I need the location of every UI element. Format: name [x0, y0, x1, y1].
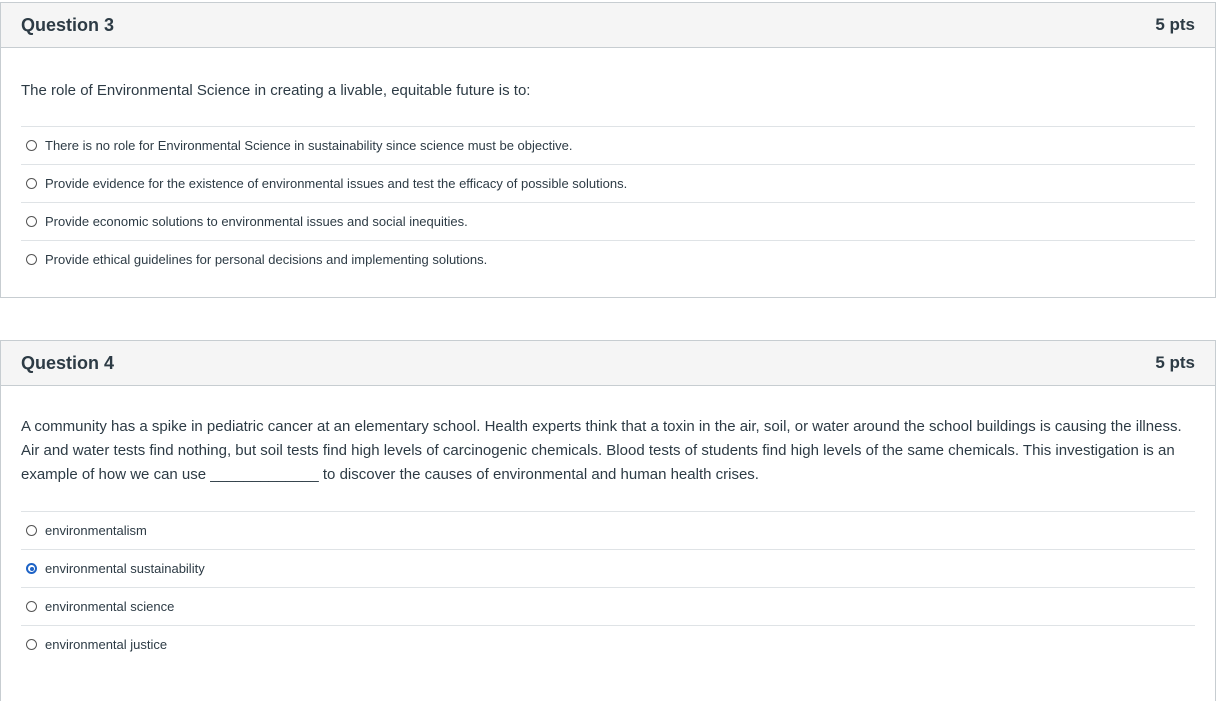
answer-label: environmentalism — [45, 523, 147, 538]
radio-button[interactable] — [26, 639, 37, 650]
radio-button[interactable] — [26, 254, 37, 265]
question-title: Question 4 — [21, 352, 115, 373]
question-points: 5 pts — [1155, 353, 1195, 372]
answer-label: environmental justice — [45, 637, 168, 652]
answer-option[interactable] — [21, 164, 1195, 202]
radio-button[interactable] — [26, 601, 37, 612]
radio-button[interactable] — [26, 178, 37, 189]
radio-button[interactable] — [26, 525, 37, 536]
question-header — [1, 341, 1215, 386]
answer-option[interactable] — [21, 549, 1195, 587]
radio-button[interactable] — [26, 140, 37, 151]
answer-label: Provide evidence for the existence of environmental issues and test the efficacy of possible solutions. — [45, 176, 628, 191]
question-title: Question 3 — [21, 14, 115, 35]
answer-option[interactable] — [21, 202, 1195, 240]
answer-label: Provide ethical guidelines for personal decisions and implementing solutions. — [45, 252, 488, 267]
answer-option[interactable] — [21, 625, 1195, 663]
question-header — [1, 3, 1215, 48]
answer-option[interactable] — [21, 511, 1195, 549]
answer-list — [21, 126, 1195, 278]
question-4-card — [0, 340, 1216, 701]
answer-list — [21, 511, 1195, 663]
answer-option[interactable] — [21, 587, 1195, 625]
question-points: 5 pts — [1155, 15, 1195, 34]
answer-option[interactable] — [21, 240, 1195, 278]
radio-button[interactable] — [26, 563, 37, 574]
answer-label: Provide economic solutions to environmental issues and social inequities. — [45, 214, 468, 229]
answer-label: environmental science — [45, 599, 175, 614]
answer-option[interactable] — [21, 126, 1195, 164]
answer-label: There is no role for Environmental Science in sustainability since science must be objective. — [45, 138, 573, 153]
radio-button[interactable] — [26, 216, 37, 227]
question-3-card — [0, 2, 1216, 298]
question-text: A community has a spike in pediatric cancer at an elementary school. Health experts think that a toxin in the air, soil, or water around the school buildings is causing the illness. Air and water tests find nothing, but soil tests find high levels of carcinogenic chemicals. Blood tests of students find high levels of the same chemicals. This investigation is an example of how we can use _____________ to discover the causes of environmental and human health crises. — [21, 418, 1182, 483]
answer-label: environmental sustainability — [45, 561, 205, 576]
question-text: The role of Environmental Science in creating a livable, equitable future is to: — [21, 82, 531, 99]
